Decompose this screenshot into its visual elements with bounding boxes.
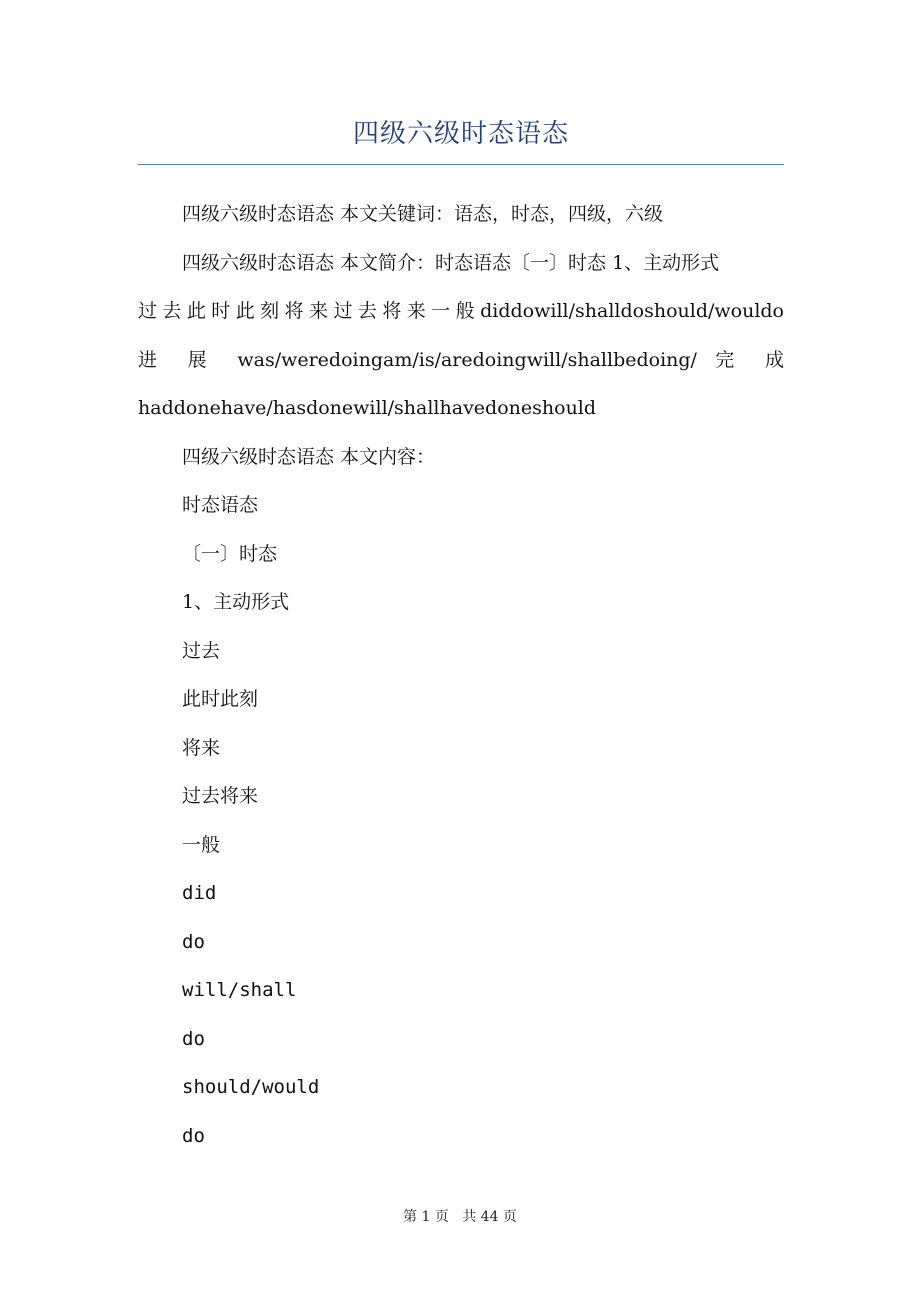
document-body <box>138 190 784 1160</box>
title-divider <box>138 164 784 165</box>
content-line: 过去 <box>182 639 221 662</box>
content-label: 四级六级时态语态 本文内容： <box>182 445 436 468</box>
summary-line-4: haddonehave/hasdonewill/shallhavedoneshould <box>138 397 597 419</box>
content-line: 1、主动形式 <box>182 591 290 613</box>
content-line: did <box>182 882 217 904</box>
summary-line-1: 四级六级时态语态 本文简介：时态语态〔一〕时态 1、主动形式 <box>182 251 720 274</box>
content-line: 时态语态 <box>182 494 259 516</box>
content-line: do <box>182 1124 205 1147</box>
document-title: 四级六级时态语态 <box>352 119 569 149</box>
keywords-line: 四级六级时态语态 本文关键词：语态，时态，四级，六级 <box>182 203 664 225</box>
page-number: 第 1 页 <box>403 1209 449 1225</box>
content-line: do <box>182 930 205 953</box>
content-line: do <box>182 1027 205 1050</box>
content-line: 此时此刻 <box>182 688 259 710</box>
page-footer <box>0 1206 920 1226</box>
content-line: 过去将来 <box>182 785 259 807</box>
page-total: 共 44 页 <box>462 1209 517 1225</box>
summary-line-2: 过去此时此刻将来过去将来一般diddowill/shalldoshould/wouldo <box>138 300 784 322</box>
summary-line-3: 进 展 was/weredoingam/is/aredoingwill/shallbedoing/ 完 成 <box>138 348 784 371</box>
content-line: 一般 <box>182 833 221 856</box>
content-line: 〔一〕时态 <box>182 542 278 565</box>
content-line: 将来 <box>182 736 221 759</box>
content-line: should/would <box>182 1076 320 1098</box>
content-line: will/shall <box>182 979 297 1001</box>
